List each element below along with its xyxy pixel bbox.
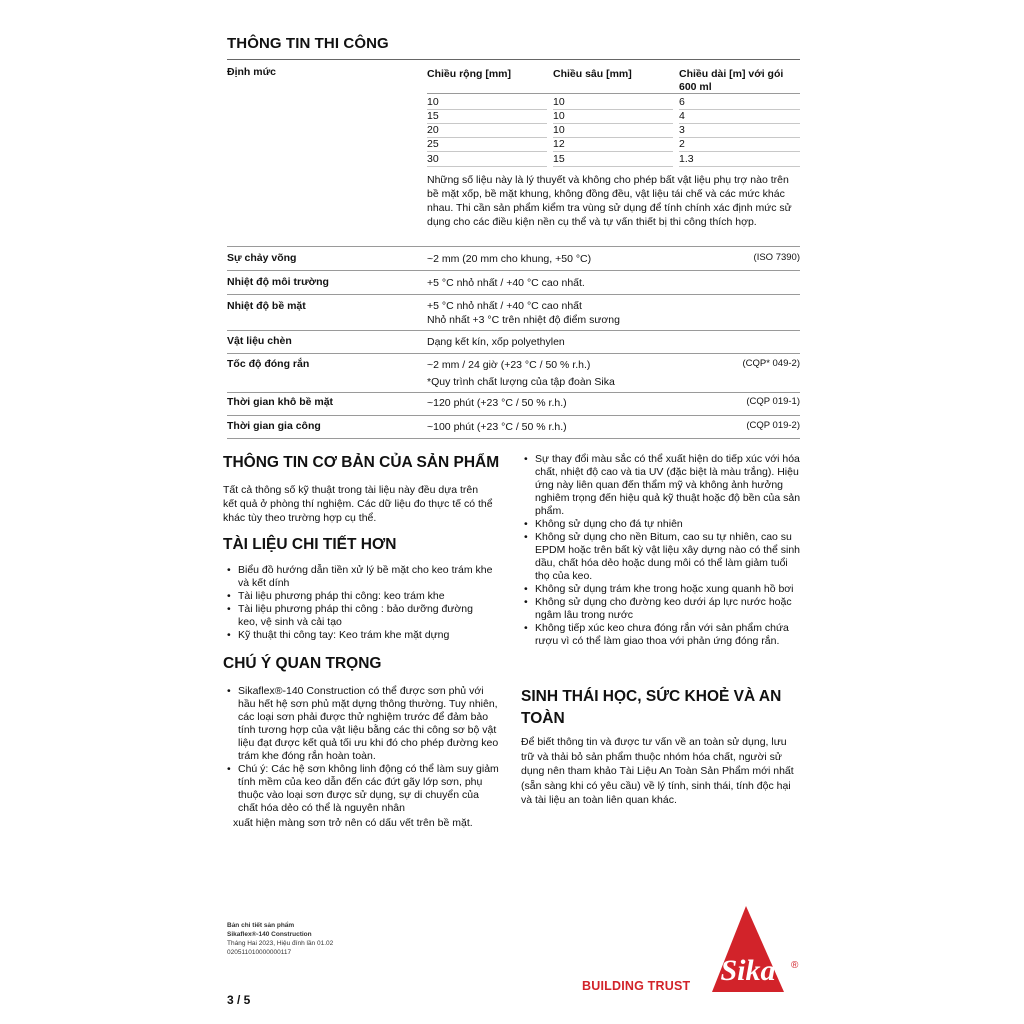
substrate-temp-value-2: Nhỏ nhất +3 °C trên nhiệt độ điểm sương [427,314,620,326]
cure-rate-ref: (CQP* 049-2) [742,358,800,369]
page-number: 3 / 5 [227,993,251,1007]
row-divider [427,123,547,124]
list-item: • Không sử dụng cho đường keo dưới áp lực nước hoặc ngâm lâu trong nước [524,596,802,622]
table-cell: 15 [553,153,565,165]
skin-time-value: ~120 phút (+23 °C / 50 % r.h.) [427,397,567,409]
row-divider [679,151,800,152]
basic-info-title: THÔNG TIN CƠ BẢN CỦA SẢN PHẨM [223,454,500,471]
table-cell: 1.3 [679,153,694,165]
divider [227,415,800,416]
footer-code: 020511010000000117 [227,949,292,956]
footer-slogan: BUILDING TRUST [582,979,691,993]
table-cell: 6 [679,96,685,108]
list-item: • Không tiếp xúc keo chưa đóng rắn với sản phẩm chứa rượu vì có thể làm giao thoa với phản ứng đóng rắn. [524,622,802,648]
footer-info [227,921,333,957]
row-divider [553,137,673,138]
tooling-time-ref: (CQP 019-2) [746,420,800,431]
table-header-width: Chiều rộng [mm] [427,68,511,80]
table-cell: 12 [553,138,565,150]
ecology-title [521,686,781,730]
list-item: • Tài liệu phương pháp thi công : bảo dưỡng đường keo, vệ sinh và cải tạo [227,603,495,629]
row-divider [553,123,673,124]
documents-title: TÀI LIỆU CHI TIẾT HƠN [223,536,397,553]
list-item: • Sikaflex®-140 Construction có thể được sơn phủ với hầu hết hệ sơn phủ mặt dựng thông thường. Tuy nhiên, các loại sơn phải được thử nghiệm trước để đảm bảo tính tương hợp của vật liệu bằng các thi công sơ bộ vật liệu đạt được kết quả tối ưu khi đó cho phép đường keo trám khe đóng rắn hoàn toàn. [227,685,499,763]
list-item: • Biểu đồ hướng dẫn tiền xử lý bề mặt cho keo trám khe và kết dính [227,564,495,590]
row-divider [427,151,547,152]
basic-info-text: Tất cả thông số kỹ thuật trong tài liệu này đều dựa trên kết quả ở phòng thí nghiệm. Các dữ liệu đo thực tế có thể khác tùy theo trường hợp cụ thể. [223,484,493,524]
ecology-text: Để biết thông tin và được tư vấn về an toàn sử dụng, lưu trữ và thải bỏ sản phẩm thuộc nhóm hóa chất, người sử dụng nên tham khảo Tài Liệu An Toàn Sản Phẩm mới nhất (sẵn sàng khi có yêu cầu) về lý tính, sinh thái, tính độc hại và tài liệu an toàn liên quan khác. [521,736,794,806]
table-cell: 25 [427,138,439,150]
table-cell: 10 [553,96,565,108]
table-header-length: Chiều dài [m] với gói 600 ml [679,68,784,93]
ecology-title-line-2: TOÀN [521,710,565,727]
table-cell: 15 [427,110,439,122]
cure-rate-value: ~2 mm / 24 giờ (+23 °C / 50 % r.h.) [427,359,591,371]
divider [227,294,800,295]
sag-label: Sự chảy võng [227,252,297,264]
sika-logo-text: Sika [720,954,776,987]
divider [227,353,800,354]
table-cell: 10 [553,124,565,136]
table-cell: 2 [679,138,685,150]
row-divider [553,151,673,152]
table-cell: 3 [679,124,685,136]
divider [227,59,800,60]
important-list [227,685,499,815]
table-cell: 10 [427,96,439,108]
skin-time-label: Thời gian khô bề mặt [227,396,334,408]
row-divider [553,109,673,110]
footer-doc-type: Bản chi tiết sản phẩm [227,922,295,929]
row-divider [427,166,547,167]
registered-mark: ® [791,960,799,971]
tooling-time-label: Thời gian gia công [227,420,321,432]
divider [227,392,800,393]
table-header-divider [427,93,800,94]
table-cell: 20 [427,124,439,136]
documents-list [227,564,495,642]
backing-label: Vật liệu chèn [227,335,292,347]
row-divider [679,137,800,138]
backing-value: Dạng kết kín, xốp polyethylen [427,336,565,348]
important-list-continued [524,453,802,648]
table-cell: 4 [679,110,685,122]
list-item: • Không sử dụng cho nền Bitum, cao su tự nhiên, cao su EPDM hoặc trên bất kỳ vật liệu xây dựng nào có thể sinh dầu, chất hóa dẻo hoặc dung môi có thể làm giảm tuổi thọ của keo. [524,531,802,583]
sika-logo [710,906,800,992]
table-cell: 10 [553,110,565,122]
row-divider [553,166,673,167]
cure-rate-label: Tốc độ đóng rắn [227,358,310,370]
footer-product: Sikaflex®-140 Construction [227,931,312,938]
sag-ref: (ISO 7390) [753,252,800,263]
tooling-time-value: ~100 phút (+23 °C / 50 % r.h.) [427,421,567,433]
substrate-temp-value: +5 °C nhỏ nhất / +40 °C cao nhất [427,300,582,312]
row-divider [679,109,800,110]
table-header-depth: Chiều sâu [mm] [553,68,632,80]
construction-title: THÔNG TIN THI CÔNG [227,35,389,52]
table-cell: 30 [427,153,439,165]
list-item: • Không sử dụng trám khe trong hoặc xung quanh hồ bơi [524,583,802,596]
coverage-label: Định mức [227,66,277,78]
list-item: • Sự thay đổi màu sắc có thể xuất hiện do tiếp xúc với hóa chất, nhiệt độ cao và tia UV (đặc biệt là màu trắng). Hiệu ứng này liên quan đến thẩm mỹ và không ảnh hưởng nghiêm trọng đến hiệu quả kỹ thuật hoặc độ bền của sản phẩm. [524,453,802,518]
row-divider [679,166,800,167]
substrate-temp-label: Nhiệt độ bề mặt [227,300,306,312]
list-item: • Chú ý: Các hệ sơn không linh động có thể làm suy giảm tính mềm của keo dẫn đến các đứt gãy lớp sơn, phụ thuộc vào loại sơn được sử dụng, sự di chuyển của chất hóa dẻo có thể là nguyên nhân [227,763,499,815]
sika-logo-icon [710,906,800,992]
ambient-temp-value: +5 °C nhỏ nhất / +40 °C cao nhất. [427,277,585,289]
row-divider [427,109,547,110]
divider [227,246,800,247]
list-item: • Không sử dụng cho đá tự nhiên [524,518,802,531]
skin-time-ref: (CQP 019-1) [746,396,800,407]
footer-date: Tháng Hai 2023, Hiệu đính lần 01.02 [227,940,334,947]
list-item: • Tài liệu phương pháp thi công: keo trám khe [227,590,495,603]
ecology-title-line-1: SINH THÁI HỌC, SỨC KHOẺ VÀ AN [521,688,782,705]
coverage-note: Những số liệu này là lý thuyết và không cho phép bất vật liệu phụ trợ nào trên bề mặt xốp, bề mặt khung, không đồng đều, vật liệu tái chế và các mức khác nhau. Thi cần sản phẩm kiểm tra vùng sử dụng để tính chính xác định mức sử dụng cho các điều kiện nền cụ thể và tự vấn thiết bị thi công thích hợp. [427,174,792,228]
divider [227,270,800,271]
important-title: CHÚ Ý QUAN TRỌNG [223,655,382,672]
row-divider [679,123,800,124]
sag-value: ~2 mm (20 mm cho khung, +50 °C) [427,253,592,265]
important-item-continuation: xuất hiện màng sơn trở nên có dấu vết trên bề mặt. [233,817,473,829]
list-item: • Kỹ thuật thi công tay: Keo trám khe mặt dựng [227,629,495,642]
divider [227,330,800,331]
divider [227,438,800,439]
row-divider [427,137,547,138]
cure-rate-note: *Quy trình chất lượng của tập đoàn Sika [427,376,615,388]
ambient-temp-label: Nhiệt độ môi trường [227,276,329,288]
